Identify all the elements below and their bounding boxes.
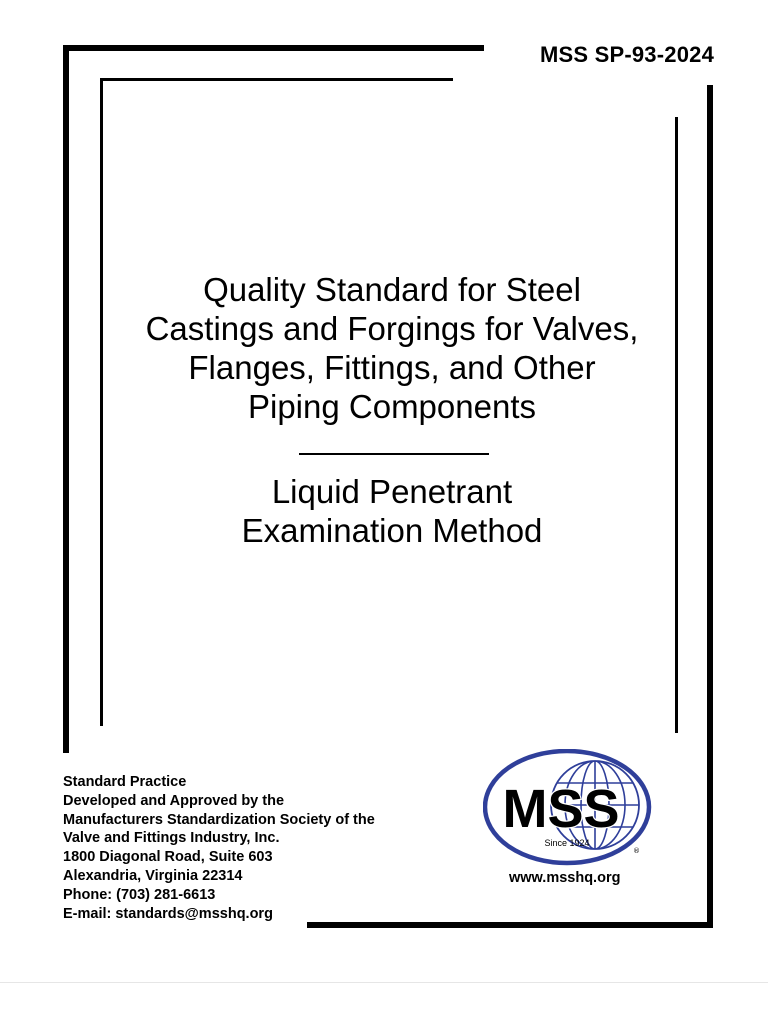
frame-outer-right [707,85,713,927]
publisher-city: Alexandria, Virginia 22314 [63,867,243,884]
logo-text: MSS [502,779,620,839]
website-url: www.msshq.org [509,870,621,886]
title-line: Castings and Forgings for Valves, [145,310,639,347]
subtitle-line: Examination Method [241,512,543,549]
title-line: Flanges, Fittings, and Other [188,349,596,386]
subtitle-line: Liquid Penetrant [271,473,513,510]
document-number: MSS SP-93-2024 [540,42,714,67]
publisher-line: Manufacturers Standardization Society of the [63,811,375,828]
publisher-email: E-mail: standards@msshq.org [63,905,273,922]
frame-outer-left [63,45,69,753]
registered-mark-icon: ® [633,847,640,855]
logo-since: Since 1924 [544,838,590,848]
frame-outer-top [63,45,484,51]
frame-inner-top [100,78,453,81]
publisher-phone: Phone: (703) 281-6613 [63,886,216,903]
title-divider [299,453,489,455]
document-subtitle [103,472,681,550]
publisher-line: Standard Practice [63,774,187,790]
publisher-line: Developed and Approved by the [63,792,285,809]
publisher-info [63,773,375,923]
publisher-address: 1800 Diagonal Road, Suite 603 [63,849,273,866]
publisher-line: Valve and Fittings Industry, Inc. [63,830,280,847]
title-line: Piping Components [247,388,536,425]
page-bottom-rule [0,982,768,983]
mss-logo [483,749,655,867]
title-line: Quality Standard for Steel [203,271,581,308]
document-title [103,270,681,426]
